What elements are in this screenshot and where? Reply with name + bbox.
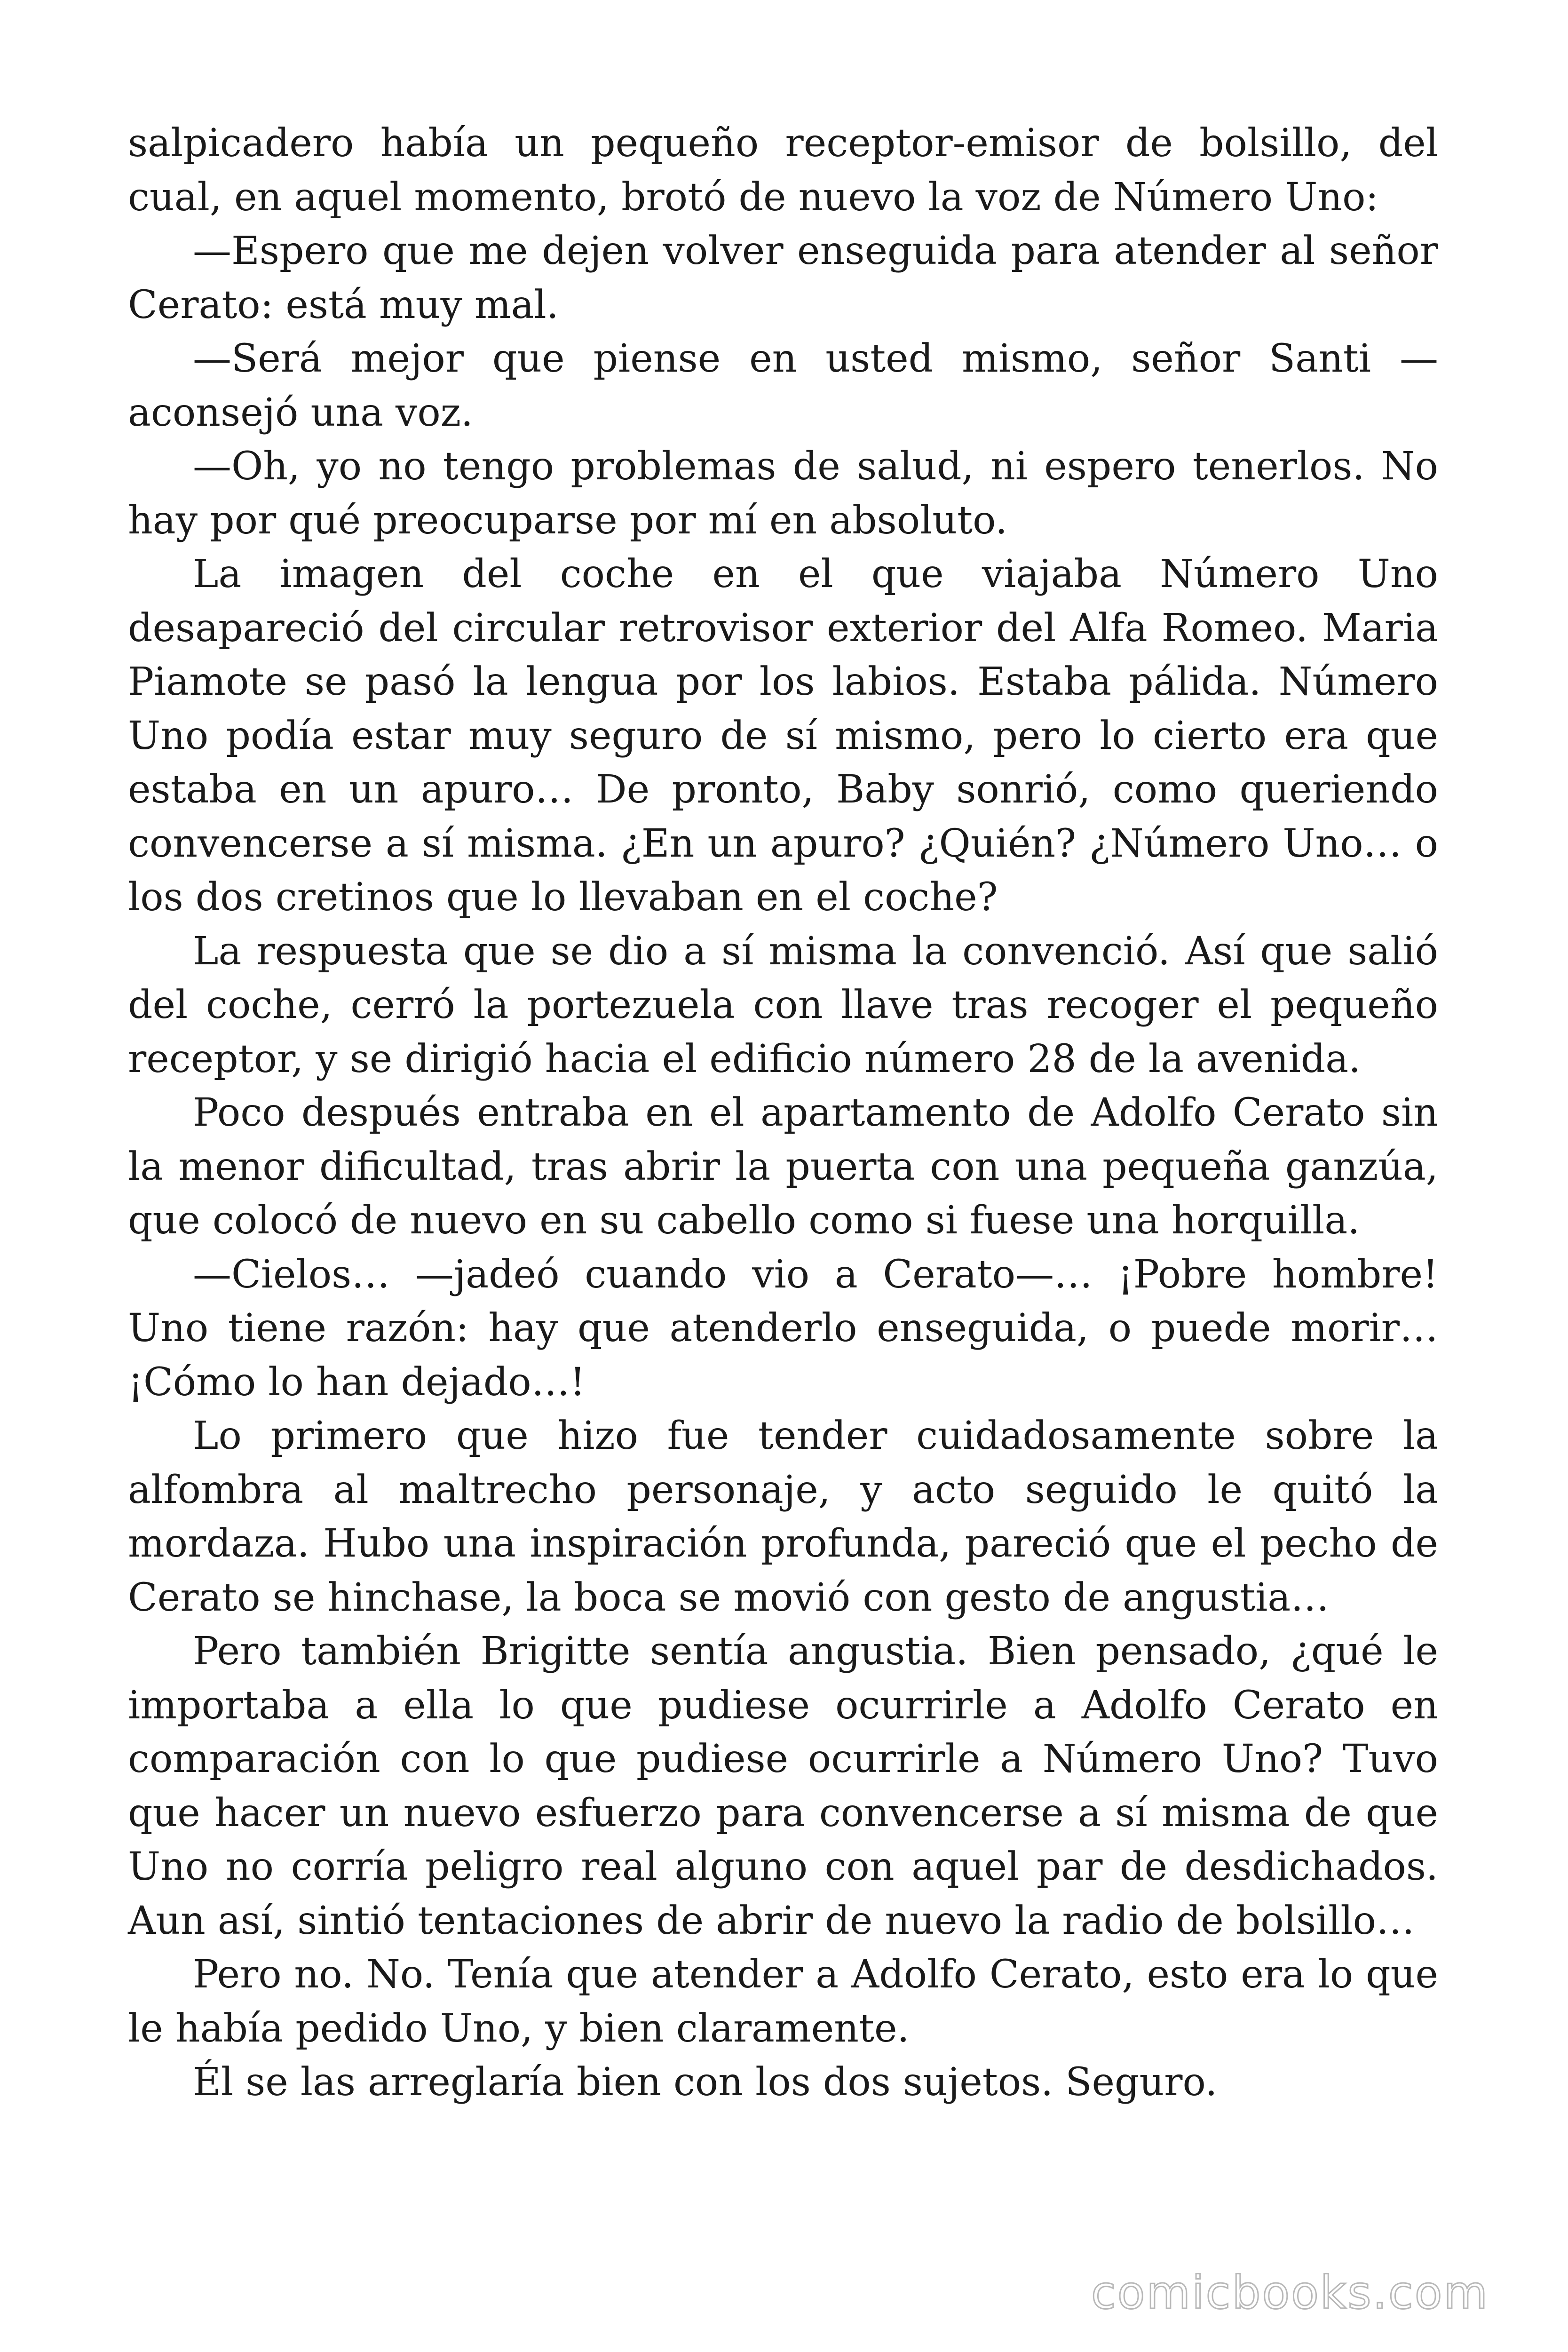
body-text <box>128 117 1438 2110</box>
paragraph-dialogue-oh: —Oh, yo no tengo problemas de salud, ni espero tenerlos. No hay por qué preocuparse por mí en absoluto. <box>128 444 1438 543</box>
watermark: comicbooks.com <box>1091 2266 1489 2319</box>
paragraph-brigitte: Pero también Brigitte sentía angustia. Bien pensado, ¿qué le importaba a ella lo que pudiese ocurrirle a Adolfo Cerato en comparación con lo que pudiese ocurrirle a Número Uno? Tuvo que hacer un nuevo esfuerzo para convencerse a sí misma de que Uno no corría peligro real alguno con aquel par de desdichados. Aun así, sintió tentaciones de abrir de nuevo la radio de bolsillo… <box>128 1629 1438 1943</box>
paragraph-continuation: salpicadero había un pequeño receptor-emisor de bolsillo, del cual, en aquel momento, brotó de nuevo la voz de Número Uno: <box>128 121 1438 220</box>
paragraph-lo-primero: Lo primero que hizo fue tender cuidadosamente sobre la alfombra al maltrecho personaje, y acto seguido le quitó la mordaza. Hubo una inspiración profunda, pareció que el pecho de Cerato se hinchase, la boca se movió con gesto de angustia… <box>128 1414 1438 1620</box>
paragraph-dialogue-cielos: —Cielos… —jadeó cuando vio a Cerato—… ¡Pobre hombre! Uno tiene razón: hay que atenderlo enseguida, o puede morir… ¡Cómo lo han dejado…! <box>128 1252 1438 1405</box>
paragraph-final: Él se las arreglaría bien con los dos sujetos. Seguro. <box>193 2060 1218 2105</box>
paragraph-dialogue-sera: —Será mejor que piense en usted mismo, señor Santi —aconsejó una voz. <box>128 336 1438 435</box>
paragraph-dialogue-espero: —Espero que me dejen volver enseguida para atender al señor Cerato: está muy mal. <box>128 229 1438 327</box>
paragraph-respuesta: La respuesta que se dio a sí misma la convenció. Así que salió del coche, cerró la portezuela con llave tras recoger el pequeño receptor, y se dirigió hacia el edificio número 28 de la avenida. <box>128 929 1438 1081</box>
paragraph-imagen: La imagen del coche en el que viajaba Número Uno desapareció del circular retrovisor exterior del Alfa Romeo. Maria Piamote se pasó la lengua por los labios. Estaba pálida. Número Uno podía estar muy seguro de sí mismo, pero lo cierto era que estaba en un apuro… De pronto, Baby sonrió, como queriendo convencerse a sí misma. ¿En un apuro? ¿Quién? ¿Número Uno… o los dos cretinos que lo llevaban en el coche? <box>128 552 1438 920</box>
paragraph-pero-no: Pero no. No. Tenía que atender a Adolfo Cerato, esto era lo que le había pedido Uno, y bien claramente. <box>128 1952 1438 2051</box>
paragraph-poco-despues: Poco después entraba en el apartamento de Adolfo Cerato sin la menor dificultad, tras abrir la puerta con una pequeña ganzúa, que colocó de nuevo en su cabello como si fuese una horquilla. <box>128 1090 1438 1243</box>
